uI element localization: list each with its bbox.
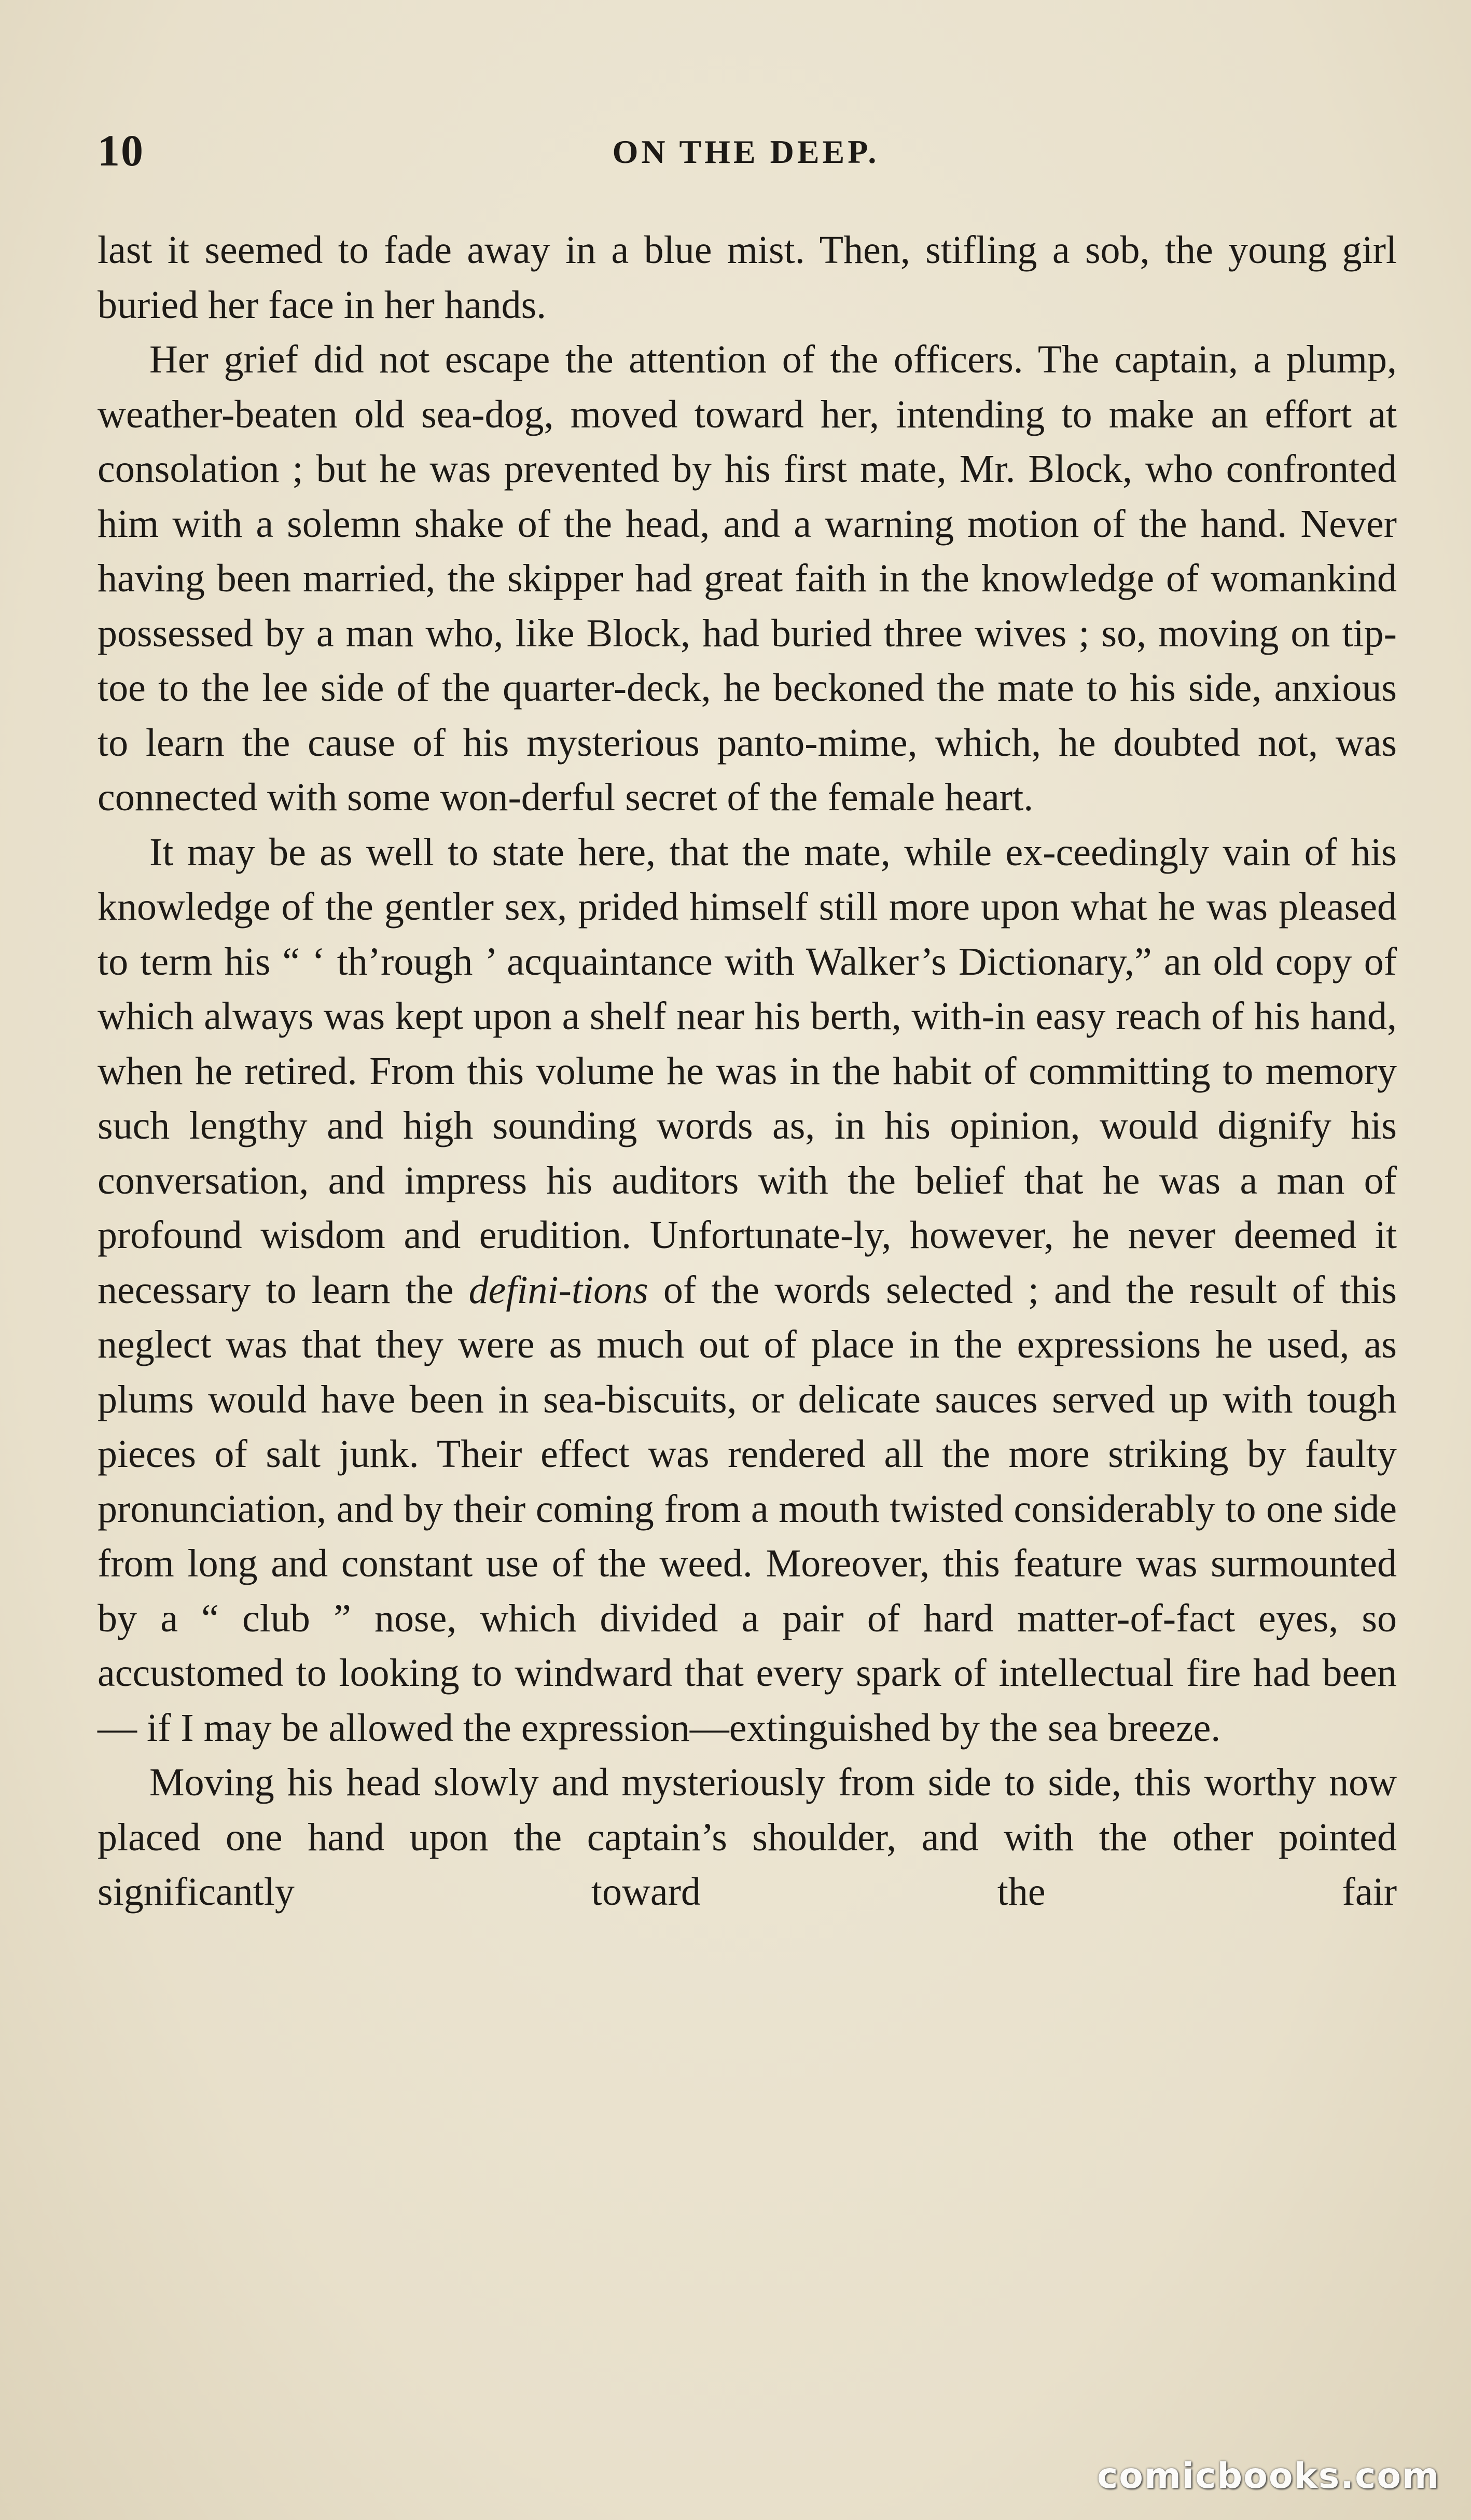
paragraph-3 xyxy=(98,825,1397,1756)
running-title: ON THE DEEP. xyxy=(612,133,880,170)
paragraph-1: last it seemed to fade away in a blue mist. Then, stifling a sob, the young girl buried her face in her hands. xyxy=(98,228,1397,327)
italic-definitions: defini-tions xyxy=(468,1268,648,1312)
page-number: 10 xyxy=(98,126,144,175)
running-head xyxy=(98,124,1394,182)
paragraph-4: Moving his head slowly and mysteriously from side to side, this worthy now placed one hand upon the captain’s shoulder, and with the other pointed significantly toward the fair xyxy=(98,1761,1397,1914)
watermark-logo: comicbooks.com xyxy=(1097,2456,1440,2497)
paragraph-2: Her grief did not escape the attention of the officers. The captain, a plump, weather-beaten old sea-dog, moved toward her, intending to make an effort at consolation ; but he was prevented by his first mate, Mr. Block, who confronted him with a solemn shake of the head, and a warning motion of the hand. Never having been married, the skipper had great faith in the knowledge of womankind possessed by a man who, like Block, had buried three wives ; so, moving on tip-toe to the lee side of the quarter-deck, he beckoned the mate to his side, anxious to learn the cause of his mysterious panto-mime, which, he doubted not, was connected with some won-derful secret of the female heart. xyxy=(98,338,1397,819)
body-text xyxy=(98,223,1397,1920)
paragraph-3-part-1: It may be as well to state here, that the mate, while ex-ceedingly vain of his knowledge of the gentler sex, prided himself still more upon what he was pleased to term his “ ‘ th’rough ’ acquaintance with Walker’s Dictionary,” an old copy of which always was kept upon a shelf near his berth, with-in easy reach of his hand, when he retired. From this volume he was in the habit of committing to memory such lengthy and high sounding words as, in his opinion, would dignify his conversation, and impress his auditors with the belief that he was a man of profound wisdom and erudition. Unfortunate-ly, however, he never deemed it necessary to learn the xyxy=(98,830,1397,1312)
paragraph-3-part-2: of the words selected ; and the result of this neglect was that they were as much out of place in the expressions he used, as plums would have been in sea-biscuits, or delicate sauces served up with tough pieces of salt junk. Their effect was rendered all the more striking by faulty pronunciation, and by their coming from a mouth twisted considerably to one side from long and constant use of the weed. Moreover, this feature was surmounted by a “ club ” nose, which divided a pair of hard matter-of-fact eyes, so accustomed to looking to windward that every spark of intellectual fire had been— if I may be allowed the expression—extinguished by the sea breeze. xyxy=(98,1268,1397,1750)
